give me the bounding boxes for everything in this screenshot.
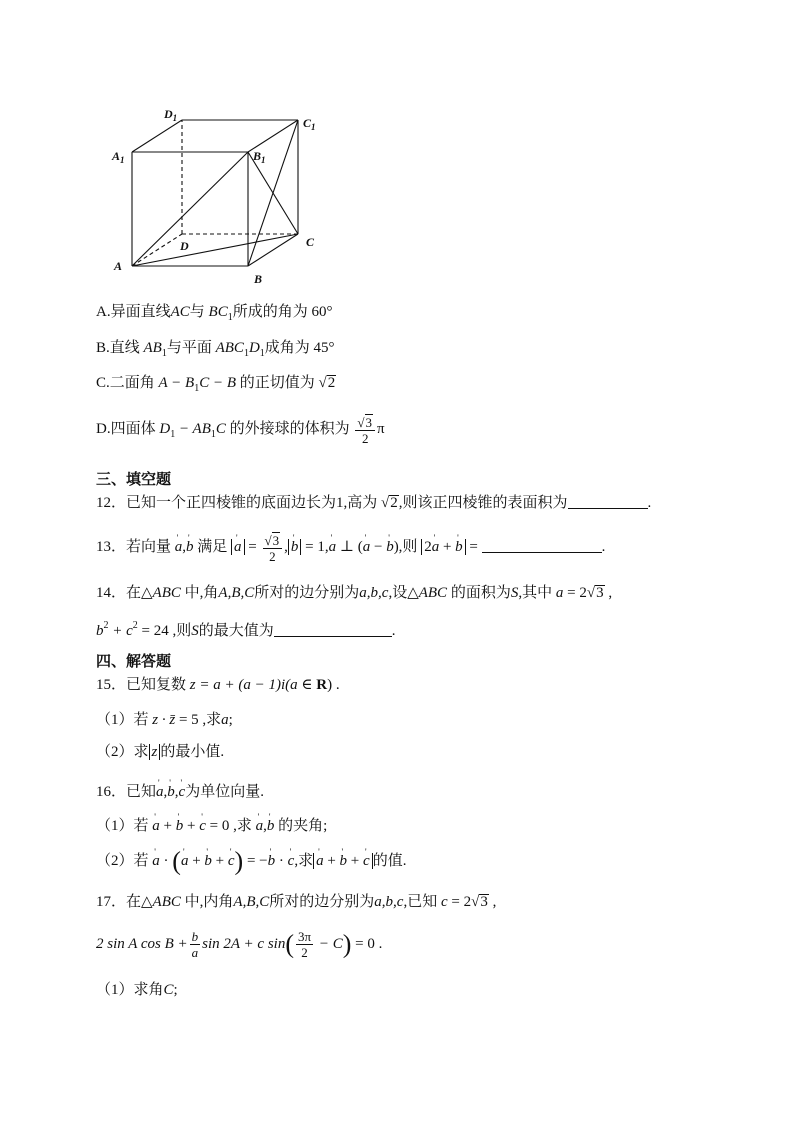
answer-blank[interactable]	[482, 538, 602, 553]
label-B1: $B_1$	[253, 149, 266, 165]
question-16-part2: （2）若 ' a · (' a + ' b + ' c) = −' b · ' c,求' a + ' b + ' c 的值.	[96, 848, 406, 875]
label-C: C	[306, 235, 315, 249]
question-15-part1: （1）若 z · z̄ = 5 ,求a;	[96, 712, 233, 728]
question-16: 16．已知' a,' b,' c为单位向量.	[96, 782, 264, 802]
section-3-title: 三、填空题	[96, 470, 172, 488]
diag-AB1	[132, 152, 248, 266]
question-17-part1: （1）求角C;	[96, 982, 178, 998]
section-4-title: 四、解答题	[96, 652, 172, 670]
question-15-part2: （2）求 z 的最小值.	[96, 744, 225, 760]
edge-A1D1	[132, 120, 182, 152]
label-D: D	[180, 239, 189, 253]
option-b: B.直线 $AB_1$与平面 $ABC_1D_1$成角为 45°	[96, 340, 335, 359]
label-D1: $D_1$	[164, 107, 178, 123]
label-C1: $C_1$	[303, 116, 316, 132]
label-A: A	[114, 259, 123, 273]
option-c: C.二面角 $A - B_1C - B$ 的正切值为 √2	[96, 375, 336, 394]
answer-blank[interactable]	[568, 494, 648, 509]
label-A1: $A_1$	[112, 149, 125, 165]
label-B: B	[254, 272, 263, 286]
fraction: $\frac{√3}{2}$	[355, 414, 375, 446]
answer-blank[interactable]	[274, 622, 392, 637]
cube-figure	[100, 102, 340, 292]
option-a: A.异面直线AC与 $BC_1$所成的角为 60°	[96, 304, 333, 323]
diag-B1C	[248, 152, 298, 234]
question-17: 17．在△ABC 中,内角A,B,C所对的边分别为a,b,c,已知 c = 2√3 ,	[96, 894, 497, 910]
option-d: D.四面体 $D_1 - AB_1C$ 的外接球的体积为 $\frac{√3}{2}$ π	[96, 414, 385, 446]
fraction: $\frac{3\pi}{2}$	[298, 929, 312, 961]
question-16-part1: （1）若 ' a + ' b + ' c = 0 ,求 ' a,' b 的夹角;	[96, 816, 327, 836]
question-14-line1: 14．在△ABC 中,角A,B,C所对的边分别为a,b,c,设△ABC 的面积为S,其中 a = 2√3 ,	[96, 585, 613, 601]
fraction: $\frac{b}{a}$	[191, 929, 199, 961]
question-15: 15．已知复数 z = a + (a − 1)i(a ∈ R) .	[96, 677, 340, 693]
edge-B1C1	[248, 120, 298, 152]
question-13: 13．若向量 ' a,' b 满足 ' a = $\frac{√3}{2}$ ,' b = 1,' a ⊥ (' a − ' b),则 2' a + ' b = .	[96, 530, 605, 564]
fraction: $\frac{√3}{2}$	[263, 532, 283, 564]
question-14-line2: $b^2 + c^2 = 24$ ,则S的最大值为 .	[96, 620, 396, 639]
question-12: 12．已知一个正四棱锥的底面边长为1,高为 √2,则该正四棱锥的表面积为 .	[96, 495, 652, 511]
question-17-formula: 2 sin A cos B + $\frac{b}{a}$ sin 2A + c sin( $\frac{3\pi}{2}$ − C) = 0 .	[96, 929, 383, 961]
